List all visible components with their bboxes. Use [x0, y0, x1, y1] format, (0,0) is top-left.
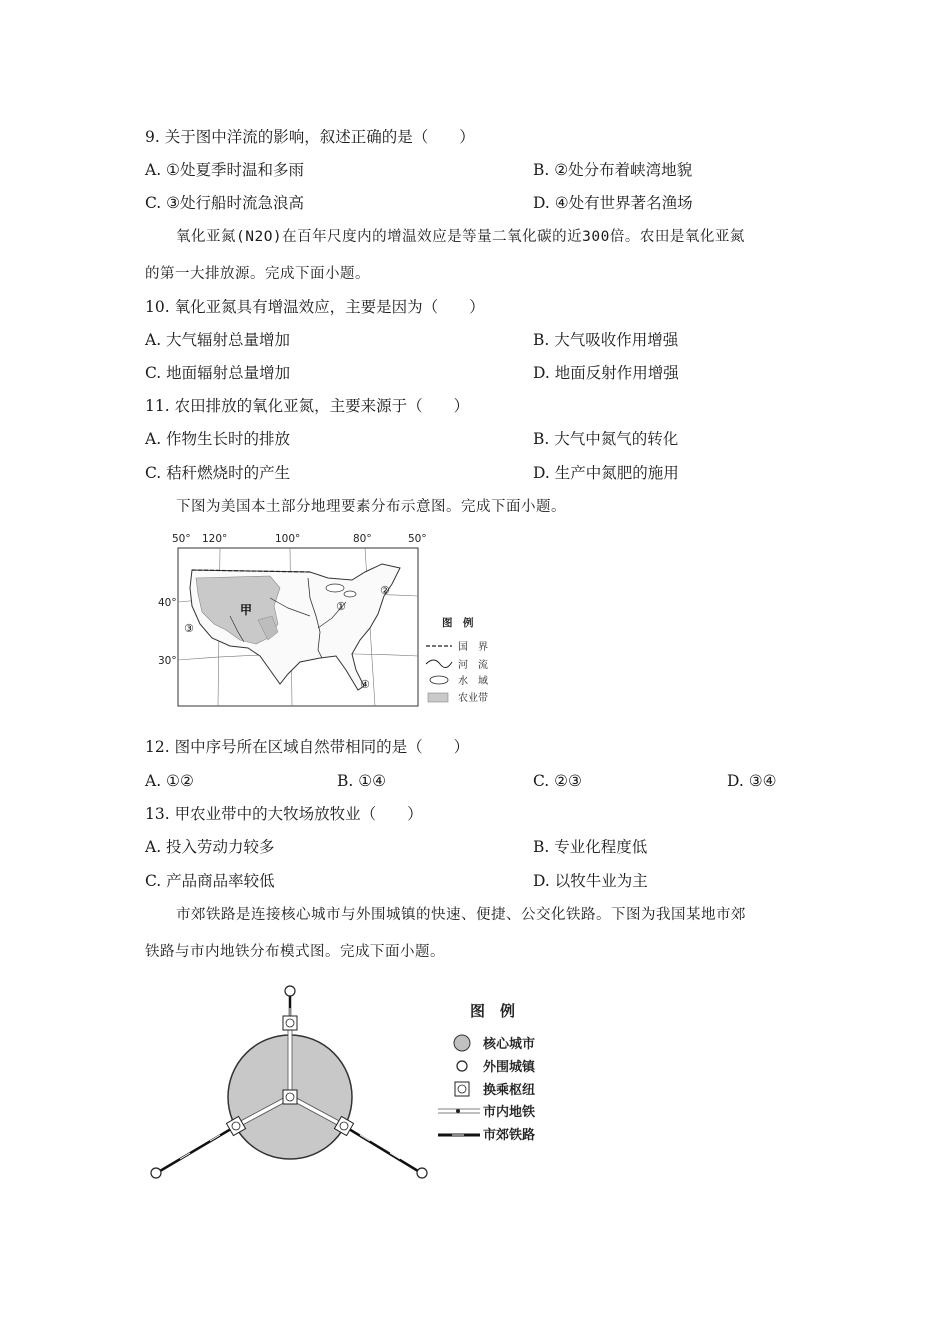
legend-water: 水 域	[458, 676, 488, 687]
lon-label: 100°	[275, 533, 301, 545]
legend-agri-belt: 农业带	[458, 693, 488, 704]
outer-town	[417, 1168, 427, 1178]
q13-option-b: B. 专业化程度低	[533, 838, 648, 856]
legend-metro: 市内地铁	[483, 1105, 536, 1120]
q10-option-d: D. 地面反射作用增强	[533, 364, 679, 382]
transfer-hub	[283, 1016, 297, 1030]
lat-label: 30°	[158, 655, 177, 667]
lon-label: 50°	[172, 533, 191, 545]
outer-town	[151, 1168, 161, 1178]
q11-option-d: D. 生产中氮肥的施用	[533, 464, 679, 482]
marker-4: ④	[360, 678, 370, 691]
legend-border: 国 界	[458, 642, 488, 653]
legend-transfer-hub: 换乘枢纽	[483, 1083, 536, 1098]
legend-outer-town: 外围城镇	[483, 1060, 536, 1075]
transfer-hub	[283, 1090, 297, 1104]
q13-stem: 13. 甲农业带中的大牧场放牧业（ ）	[145, 805, 423, 823]
n2o-intro-line2: 的第一大排放源。完成下面小题。	[145, 266, 370, 282]
q10-option-c: C. 地面辐射总量增加	[145, 364, 291, 382]
q9-stem: 9. 关于图中洋流的影响，叙述正确的是（ ）	[145, 128, 475, 146]
region-label-jia: 甲	[240, 603, 253, 617]
usa-intro: 下图为美国本土部分地理要素分布示意图。完成下面小题。	[176, 499, 566, 515]
rail-legend-title: 图 例	[470, 1002, 516, 1020]
outer-town	[285, 986, 295, 996]
q12-stem: 12. 图中序号所在区域自然带相同的是（ ）	[145, 738, 470, 756]
q11-option-b: B. 大气中氮气的转化	[533, 430, 679, 448]
q11-option-a: A. 作物生长时的排放	[145, 430, 291, 448]
lon-label: 50°	[408, 533, 427, 545]
rail-diagram	[140, 978, 560, 1188]
q9-option-b: B. ②处分布着峡湾地貌	[533, 161, 693, 179]
q11-stem: 11. 农田排放的氧化亚氮，主要来源于（ ）	[145, 397, 470, 415]
lon-label: 80°	[353, 533, 372, 545]
q12-option-a: A. ①②	[145, 772, 194, 790]
q11-option-c: C. 秸秆燃烧时的产生	[145, 464, 291, 482]
q12-option-d: D. ③④	[727, 772, 777, 790]
legend-core-city: 核心城市	[483, 1037, 536, 1052]
legend-suburban-rail: 市郊铁路	[483, 1128, 536, 1143]
q13-option-d: D. 以牧牛业为主	[533, 872, 648, 890]
q9-option-d: D. ④处有世界著名渔场	[533, 194, 693, 212]
lon-label: 120°	[202, 533, 228, 545]
marker-1: ①	[336, 600, 346, 613]
q10-option-b: B. 大气吸收作用增强	[533, 331, 679, 349]
q9-option-a: A. ①处夏季时温和多雨	[145, 161, 304, 179]
n2o-intro-line1: 氧化亚氮(N2O)在百年尺度内的增温效应是等量二氧化碳的近300倍。农田是氧化亚氮	[176, 229, 745, 245]
rail-intro-line2: 铁路与市内地铁分布模式图。完成下面小题。	[145, 944, 445, 960]
marker-2: ②	[380, 584, 390, 597]
map-legend-title: 图 例	[442, 617, 474, 629]
q13-option-a: A. 投入劳动力较多	[145, 838, 275, 856]
marker-3: ③	[184, 622, 194, 635]
q13-option-c: C. 产品商品率较低	[145, 872, 275, 890]
q10-stem: 10. 氧化亚氮具有增温效应，主要是因为（ ）	[145, 298, 485, 316]
q9-option-c: C. ③处行船时流急浪高	[145, 194, 305, 212]
legend-river: 河 流	[458, 660, 488, 671]
rail-intro-line1: 市郊铁路是连接核心城市与外围城镇的快速、便捷、公交化铁路。下图为我国某地市郊	[176, 907, 746, 923]
lat-label: 40°	[158, 597, 177, 609]
q12-option-b: B. ①④	[337, 772, 387, 790]
q10-option-a: A. 大气辐射总量增加	[145, 331, 291, 349]
usa-map-figure	[160, 528, 505, 712]
q12-option-c: C. ②③	[533, 772, 582, 790]
